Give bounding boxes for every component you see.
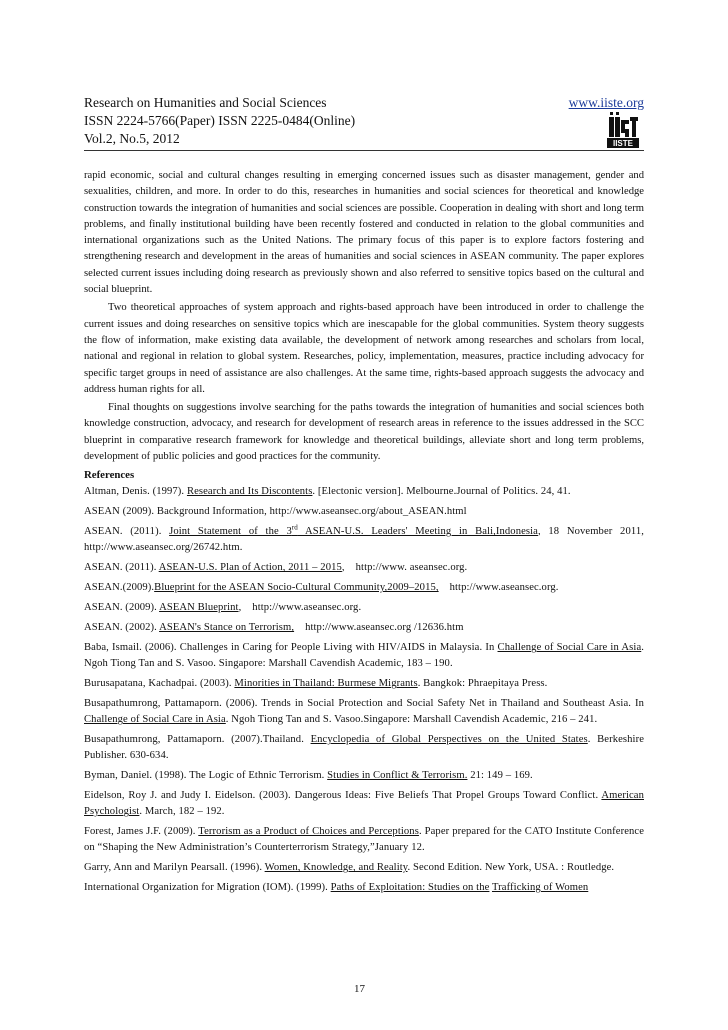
reference-title: Paths of Exploitation: Studies on the [330,882,490,894]
paragraph: rapid economic, social and cultural changes resulting in emerging concerned issues such as disaster management, gender and sexualities, children, and more. In order to do this, researches in humanities and social sciences for theoretical and knowledge construction towards the integration of humanities and social sciences are possible. Cooperation in dealing with short and long term problems, and finally institutional building have been recently fostered and conducted in relation to the global communities and international organizations such as the United Nations. The primary focus of this paper is to explore factors fostering and strengthening research and development in the areas of humanities and social sciences in ASEAN community. The paper explores selected current issues including doing research as previously shown and also referred to sensitive topics based on the cultural and social blueprint. [84,170,644,296]
reference-title: Encyclopedia of Global Perspectives on the United States [310,734,588,746]
reference-list [84,484,644,896]
reference-title: American Psychologist [84,790,644,818]
reference-title: ASEAN-U.S. Plan of Action, 2011 – 2015 [158,562,342,574]
journal-url-link[interactable]: www.iiste.org [568,95,644,110]
reference-item: Forest, James J.F. (2009). Terrorism as a Product of Choices and Perceptions. Paper prepared for the CATO Institute Conference on “Shaping the New Administration’s Counterterrorism Strategy,”January 12. [84,826,645,854]
reference-item: Burusapatana, Kachadpai. (2003). Minorities in Thailand: Burmese Migrants. Bangkok: Phraepitaya Press. [84,678,548,690]
reference-title: Women, Knowledge, and Reality [264,862,408,874]
reference-title: Terrorism as a Product of Choices and Perceptions [198,826,419,838]
reference-item: International Organization for Migration (IOM). (1999). Paths of Exploitation: Studies on the Trafficking of Women [84,882,589,894]
paragraph: Final thoughts on suggestions involve searching for the paths towards the integration of humanities and social sciences both knowledge construction, advocacy, and research for development of research areas in reference to the issues addressed in the SCC blueprint in comparative research framework for knowledge and theoretical buildings, alleviate short and long term problems, development of public policies and good practices for the community. [84,402,644,463]
volume-line: Vol.2, No.5, 2012 [84,131,180,146]
reference-item: ASEAN. (2002). ASEAN's Stance on Terrorism, http://www.aseansec.org /12636.htm [84,622,464,634]
reference-item: Altman, Denis. (1997). Research and Its Discontents. [Electonic version]. Melbourne.Journal of Politics. 24, 41. [84,486,571,498]
article-body [84,168,644,900]
issn-line: ISSN 2224-5766(Paper) ISSN 2225-0484(Online) [84,113,356,128]
reference-title: Challenge of Social Care in Asia [84,714,226,726]
iiste-logo [607,112,639,148]
reference-item: ASEAN. (2011). Joint Statement of the 3rd ASEAN-U.S. Leaders' Meeting in Bali,Indonesia, 18 November 2011, http://www.aseansec.org/26742.htm. [84,523,645,554]
paragraph: Two theoretical approaches of system approach and rights-based approach have been introduced in order to challenge the current issues and doing researches on sensitive topics which are inescapable for the global communities. System theory suggests the flow of information, make existing data available, the development of network among researches and scholars from local, national and regional in relation to global system. Researches, policy, implementation, measures, practice including advocacy for specific target groups in need of assistance are also challenges. At the same time, rights-based approach suggests the advocacy and address human rights for all. [84,302,644,395]
reference-title: Trafficking of Women [491,882,589,894]
reference-title: Studies in Conflict & Terrorism. [327,770,468,782]
reference-item: Busapathumrong, Pattamaporn. (2006). Trends in Social Protection and Social Safety Net in Thailand and Southeast Asia. In Challenge of Social Care in Asia. Ngoh Tiong Tan and S. Vasoo.Singapore: Marshall Cavendish Academic, 216 – 241. [84,698,644,726]
reference-title: Blueprint for the ASEAN Socio-Cultural Community,2009–2015, [154,582,439,594]
reference-item: Byman, Daniel. (1998). The Logic of Ethnic Terrorism. Studies in Conflict & Terrorism. 21: 149 – 169. [84,770,533,782]
reference-item: Eidelson, Roy J. and Judy I. Eidelson. (2003). Dangerous Ideas: Five Beliefs That Propel Groups Toward Conflict. American Psychologist. March, 182 – 192. [84,790,644,818]
reference-title: Minorities in Thailand: Burmese Migrants [234,678,418,690]
reference-title: ASEAN's Stance on Terrorism, [159,622,295,634]
page-number: 17 [354,983,365,995]
reference-item: ASEAN.(2009).Blueprint for the ASEAN Socio-Cultural Community,2009–2015, http://www.aseansec.org. [84,582,559,594]
references-heading: References [84,469,135,482]
reference-item: Busapathumrong, Pattamaporn. (2007).Thailand. Encyclopedia of Global Perspectives on the United States. Berkeshire Publisher. 630-634. [84,734,645,762]
reference-title: ASEAN Blueprint [159,602,239,614]
header-rule [84,150,644,151]
reference-item: Garry, Ann and Marilyn Pearsall. (1996). Women, Knowledge, and Reality. Second Edition. New York, USA. : Routledge. [84,862,615,874]
reference-item: Baba, Ismail. (2006). Challenges in Caring for People Living with HIV/AIDS in Malaysia. In Challenge of Social Care in Asia. Ngoh Tiong Tan and S. Vasoo. Singapore: Marshall Cavendish Academic, 183 – 190. [84,642,644,670]
logo-wordmark: IISTE [612,139,634,148]
running-header [84,94,644,148]
reference-title: Challenge of Social Care in Asia [497,642,642,654]
reference-item: ASEAN. (2011). ASEAN-U.S. Plan of Action, 2011 – 2015, http://www. aseansec.org. [84,562,468,574]
reference-title: Joint Statement of the 3rd ASEAN-U.S. Leaders' Meeting in Bali,Indonesia [169,523,538,538]
journal-title: Research on Humanities and Social Sciences [84,95,327,110]
reference-title: Research and Its Discontents [186,486,313,498]
reference-item: ASEAN (2009). Background Information, http://www.aseansec.org/about_ASEAN.html [84,506,467,518]
reference-item: ASEAN. (2009). ASEAN Blueprint, http://www.aseansec.org. [84,602,362,614]
